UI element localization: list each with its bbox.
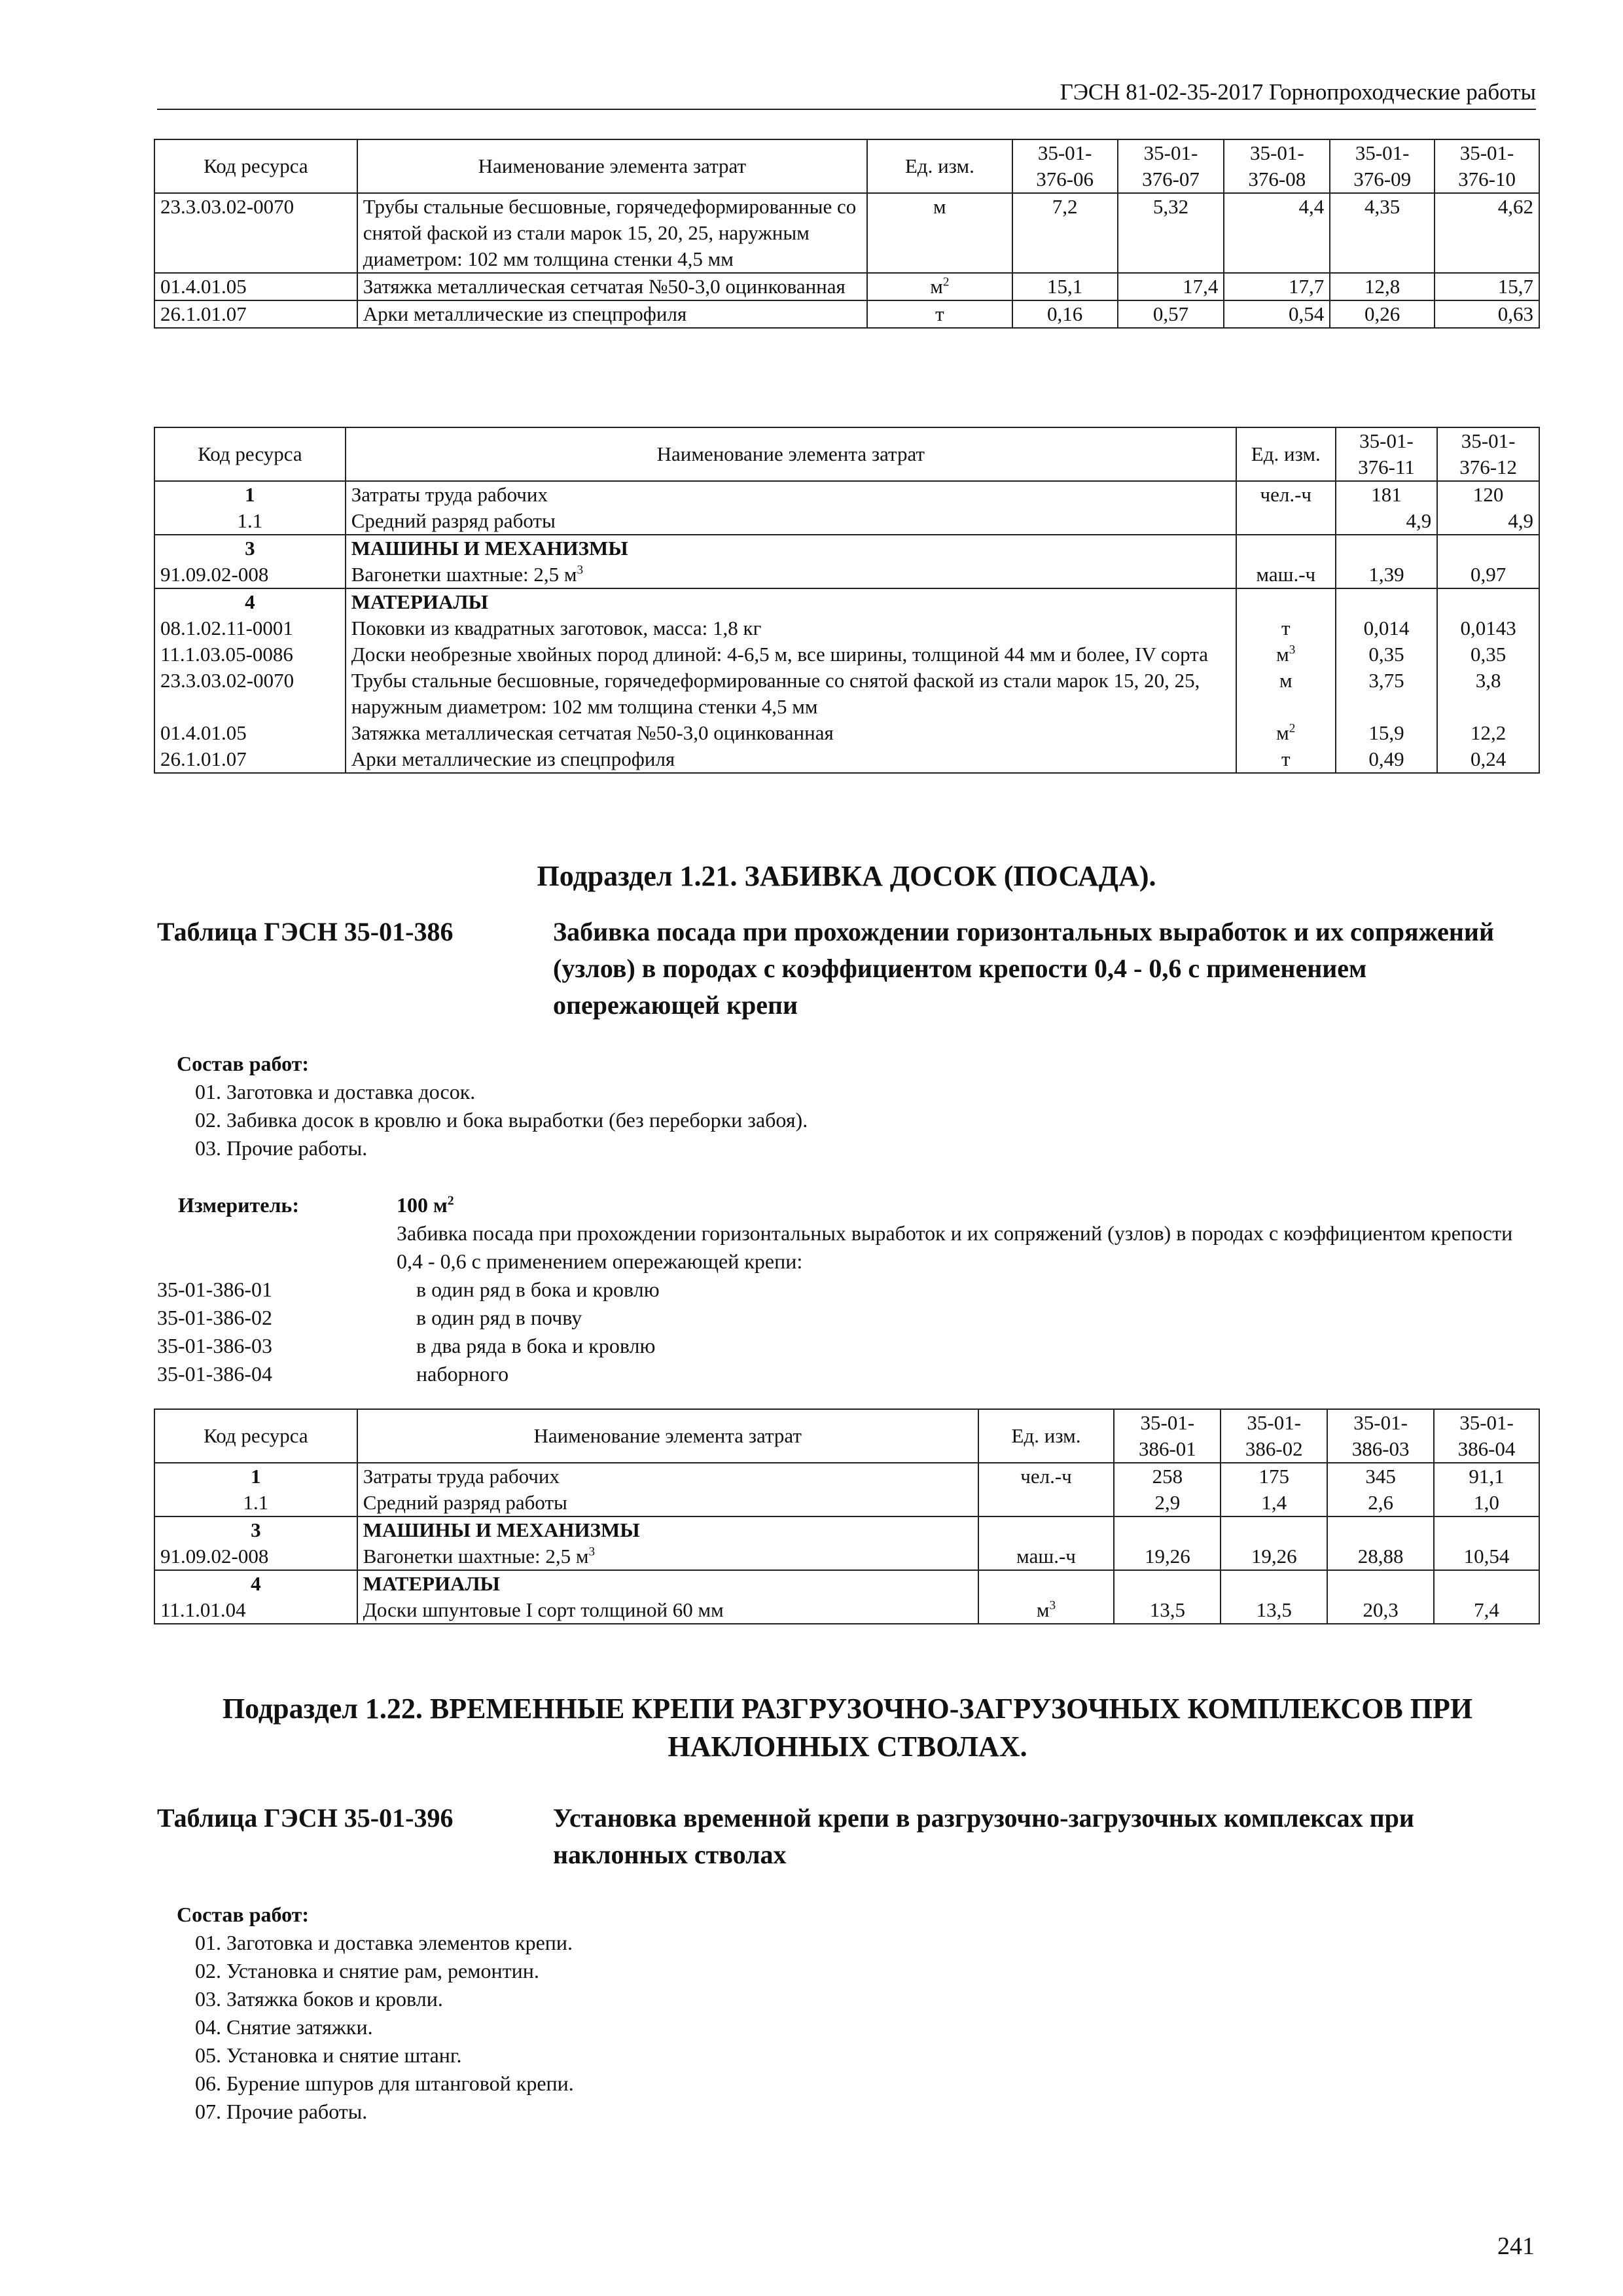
section-title: Подраздел 1.21. ЗАБИВКА ДОСОК (ПОСАДА). [537,860,1156,892]
value-cell: 345 [1327,1463,1434,1490]
list-item: 35-01-386-03 в два ряда в бока и кровлю [157,1334,656,1357]
resource-name: Средний разряд работы [346,508,1236,535]
value-cell: 0,16 [1012,300,1118,328]
table-row [154,300,1539,328]
value-cell: 3,8 [1437,668,1539,720]
value-cell: 15,9 [1336,720,1438,746]
list-item: 35-01-386-01 в один ряд в бока и кровлю [157,1278,660,1301]
resource-code: 91.09.02-008 [154,1543,357,1570]
value-cell: 4,9 [1437,508,1539,535]
value-cell: 258 [1114,1463,1221,1490]
section-heading: МАШИНЫ И МЕХАНИЗМЫ [357,1516,978,1543]
value-cell: 0,014 [1336,615,1438,641]
column-header: Код ресурса [154,427,346,481]
unit: чел.-ч [978,1463,1115,1490]
value-cell: 3,75 [1336,668,1438,720]
column-header: 35-01- 386-03 [1327,1409,1434,1463]
value-cell: 20,3 [1327,1597,1434,1624]
unit: м [1236,668,1336,720]
table-376-11-12 [154,427,1540,774]
value-cell: 19,26 [1114,1543,1221,1570]
resource-code: 01.4.01.05 [154,273,357,300]
resource-code: 4 [154,1570,357,1597]
list-item: 02. Забивка досок в кровлю и бока выработки (без переборки забоя). [195,1108,808,1132]
table-row [154,481,1539,508]
resource-name: Трубы стальные бесшовные, горячедеформированные со снятой фаской из стали марок 15, 20, 25, наружным диаметром: 102 мм толщина стенки 4,5 мм [357,193,867,273]
table-row [154,1597,1539,1624]
value-cell: 5,32 [1118,193,1224,273]
table-376-06-10 [154,139,1540,329]
value-cell: 12,8 [1330,273,1435,300]
value-cell: 120 [1437,481,1539,508]
section-heading: МАТЕРИАЛЫ [357,1570,978,1597]
table-title-block [157,1800,1536,1878]
unit: $м^3$ [978,1597,1115,1624]
table-row [154,668,1539,720]
table-row [154,273,1539,300]
meter-value: 100 $м^2$ [397,1193,454,1217]
column-header: 35-01- 376-10 [1435,139,1539,193]
column-header: 35-01- 386-04 [1434,1409,1539,1463]
resource-code: 1.1 [154,1490,357,1516]
resource-code: 23.3.03.02-0070 [154,193,357,273]
table-row [154,746,1539,773]
unit: т [867,300,1012,328]
column-header: Код ресурса [154,1409,357,1463]
unit: маш.-ч [1236,562,1336,588]
column-header: Наименование элемента затрат [346,427,1236,481]
value-cell: 0,0143 [1437,615,1539,641]
column-header: 35-01- 376-11 [1336,427,1438,481]
table-row [154,720,1539,746]
value-cell: 12,2 [1437,720,1539,746]
table-label: Таблица ГЭСН 35-01-396 [157,1803,454,1833]
resource-name: Трубы стальные бесшовные, горячедеформированные со снятой фаской из стали марок 15, 20, 25, наружным диаметром: 102 мм толщина стенки 4,5 мм [346,668,1236,720]
value-cell: 4,35 [1330,193,1435,273]
table-row [154,562,1539,588]
column-header: 35-01- 376-06 [1012,139,1118,193]
unit: $м^2$ [1236,720,1336,746]
section-heading: МАТЕРИАЛЫ [346,588,1236,615]
value-cell: 4,9 [1336,508,1438,535]
resource-code: 3 [154,1516,357,1543]
table-row [154,508,1539,535]
resource-code: 26.1.01.07 [154,300,357,328]
list-item: 05. Установка и снятие штанг. [195,2043,462,2067]
section-heading: МАШИНЫ И МЕХАНИЗМЫ [346,535,1236,562]
resource-code: 11.1.01.04 [154,1597,357,1624]
resource-name: Доски шпунтовые I сорт толщиной 60 мм [357,1597,978,1624]
list-item: 07. Прочие работы. [195,2100,368,2123]
value-cell: 15,1 [1012,273,1118,300]
table-title-block [157,914,1536,1025]
list-item: 01. Заготовка и доставка досок. [195,1080,476,1103]
value-cell: 10,54 [1434,1543,1539,1570]
value-cell: 13,5 [1114,1597,1221,1624]
resource-code: 1.1 [154,508,346,535]
table-label: Таблица ГЭСН 35-01-386 [157,917,454,946]
value-cell: 4,62 [1435,193,1539,273]
resource-name: Затраты труда рабочих [346,481,1236,508]
works-heading: Состав работ: [177,1903,310,1926]
resource-code: 91.09.02-008 [154,562,346,588]
resource-name: Арки металлические из спецпрофиля [346,746,1236,773]
unit: м [867,193,1012,273]
value-cell: 7,2 [1012,193,1118,273]
resource-name: Средний разряд работы [357,1490,978,1516]
value-cell: 0,63 [1435,300,1539,328]
unit: т [1236,746,1336,773]
column-header: Ед. изм. [978,1409,1115,1463]
works-heading: Состав работ: [177,1052,310,1075]
value-cell: 15,7 [1435,273,1539,300]
meter-label: Измеритель: [178,1193,299,1217]
resource-name: Затяжка металлическая сетчатая №50-3,0 оцинкованная [357,273,867,300]
resource-code: 08.1.02.11-0001 [154,615,346,641]
table-row [154,1463,1539,1490]
resource-code: 26.1.01.07 [154,746,346,773]
list-item: 06. Бурение шпуров для штанговой крепи. [195,2072,574,2095]
list-item: 02. Установка и снятие рам, ремонтин. [195,1959,539,1982]
measure-block [157,1191,1536,1388]
column-header: Ед. изм. [1236,427,1336,481]
meter-description: Забивка посада при прохождении горизонтальных выработок и их сопряжений (узлов) в породах с коэффициентом крепости 0,4 - 0,6 с применением опережающей крепи: [397,1221,1513,1273]
value-cell: 17,4 [1118,273,1224,300]
unit [978,1490,1115,1516]
table-row [154,615,1539,641]
column-header: 35-01- 386-02 [1221,1409,1327,1463]
resource-code: 1 [154,481,346,508]
unit: т [1236,615,1336,641]
resource-code: 23.3.03.02-0070 [154,668,346,720]
page-header [157,76,1536,110]
resource-name: Вагонетки шахтные: 2,5 $м^3$ [346,562,1236,588]
column-header: 35-01- 376-12 [1437,427,1539,481]
unit: $м^3$ [1236,641,1336,668]
list-item: 03. Прочие работы. [195,1136,368,1160]
list-item: 35-01-386-04 наборного [157,1362,509,1386]
value-cell: 2,6 [1327,1490,1434,1516]
column-header: 35-01- 386-01 [1114,1409,1221,1463]
table-row [154,535,1539,562]
resource-code: 4 [154,588,346,615]
table-row [154,641,1539,668]
resource-name: Арки металлические из спецпрофиля [357,300,867,328]
value-cell: 0,35 [1336,641,1438,668]
resource-code: 1 [154,1463,357,1490]
column-header: Наименование элемента затрат [357,139,867,193]
value-cell: 91,1 [1434,1463,1539,1490]
value-cell: 0,57 [1118,300,1224,328]
works-list [177,1050,808,1162]
value-cell: 19,26 [1221,1543,1327,1570]
value-cell: 181 [1336,481,1438,508]
column-header: 35-01- 376-08 [1224,139,1330,193]
list-item: 35-01-386-02 в один ряд в почву [157,1306,582,1329]
value-cell: 17,7 [1224,273,1330,300]
table-title: Забивка посада при прохождении горизонтальных выработок и их сопряжений (узлов) в породах с коэффициентом крепости 0,4 - 0,6 с применением опережающей крепи [553,917,1495,1020]
resource-name: Доски необрезные хвойных пород длиной: 4-6,5 м, все ширины, толщиной 44 мм и более, IV сорта [346,641,1236,668]
list-item: 04. Снятие затяжки. [195,2015,373,2039]
value-cell: 7,4 [1434,1597,1539,1624]
unit: $м^2$ [867,273,1012,300]
value-cell: 175 [1221,1463,1327,1490]
value-cell: 0,24 [1437,746,1539,773]
resource-name: Затяжка металлическая сетчатая №50-3,0 оцинкованная [346,720,1236,746]
list-item: 03. Затяжка боков и кровли. [195,1987,443,2011]
table-header-row [154,139,1539,193]
column-header: 35-01- 376-07 [1118,139,1224,193]
value-cell: 0,49 [1336,746,1438,773]
value-cell: 1,39 [1336,562,1438,588]
column-header: 35-01- 376-09 [1330,139,1435,193]
value-cell: 0,26 [1330,300,1435,328]
page-number: 241 [1497,2233,1535,2260]
resource-code: 11.1.03.05-0086 [154,641,346,668]
table-row [154,1490,1539,1516]
table-row [154,1543,1539,1570]
value-cell: 0,97 [1437,562,1539,588]
table-row [154,193,1539,273]
value-cell: 1,4 [1221,1490,1327,1516]
resource-code: 01.4.01.05 [154,720,346,746]
table-row [154,1516,1539,1543]
table-header-row [154,1409,1539,1463]
unit [1236,508,1336,535]
column-header: Наименование элемента затрат [357,1409,978,1463]
table-row [154,588,1539,615]
column-header: Код ресурса [154,139,357,193]
table-header-row [154,427,1539,481]
table-386 [154,1408,1540,1624]
value-cell: 1,0 [1434,1490,1539,1516]
value-cell: 13,5 [1221,1597,1327,1624]
value-cell: 2,9 [1114,1490,1221,1516]
table-row [154,1570,1539,1597]
value-cell: 28,88 [1327,1543,1434,1570]
unit: маш.-ч [978,1543,1115,1570]
works-list [177,1901,574,2126]
list-item: 01. Заготовка и доставка элементов крепи. [195,1931,573,1954]
section-title: Подраздел 1.22. ВРЕМЕННЫЕ КРЕПИ РАЗГРУЗОЧНО-ЗАГРУЗОЧНЫХ КОМПЛЕКСОВ ПРИ НАКЛОННЫХ СТВОЛАХ. [222,1693,1473,1763]
resource-code: 3 [154,535,346,562]
value-cell: 0,54 [1224,300,1330,328]
resource-name: Затраты труда рабочих [357,1463,978,1490]
value-cell: 4,4 [1224,193,1330,273]
unit: чел.-ч [1236,481,1336,508]
table-title: Установка временной крепи в разгрузочно-загрузочных комплексах при наклонных стволах [553,1803,1414,1869]
resource-name: Вагонетки шахтные: 2,5 $м^3$ [357,1543,978,1570]
resource-name: Поковки из квадратных заготовок, масса: 1,8 кг [346,615,1236,641]
column-header: Ед. изм. [867,139,1012,193]
document-title: ГЭСН 81-02-35-2017 Горнопроходческие работы [1060,79,1536,105]
value-cell: 0,35 [1437,641,1539,668]
